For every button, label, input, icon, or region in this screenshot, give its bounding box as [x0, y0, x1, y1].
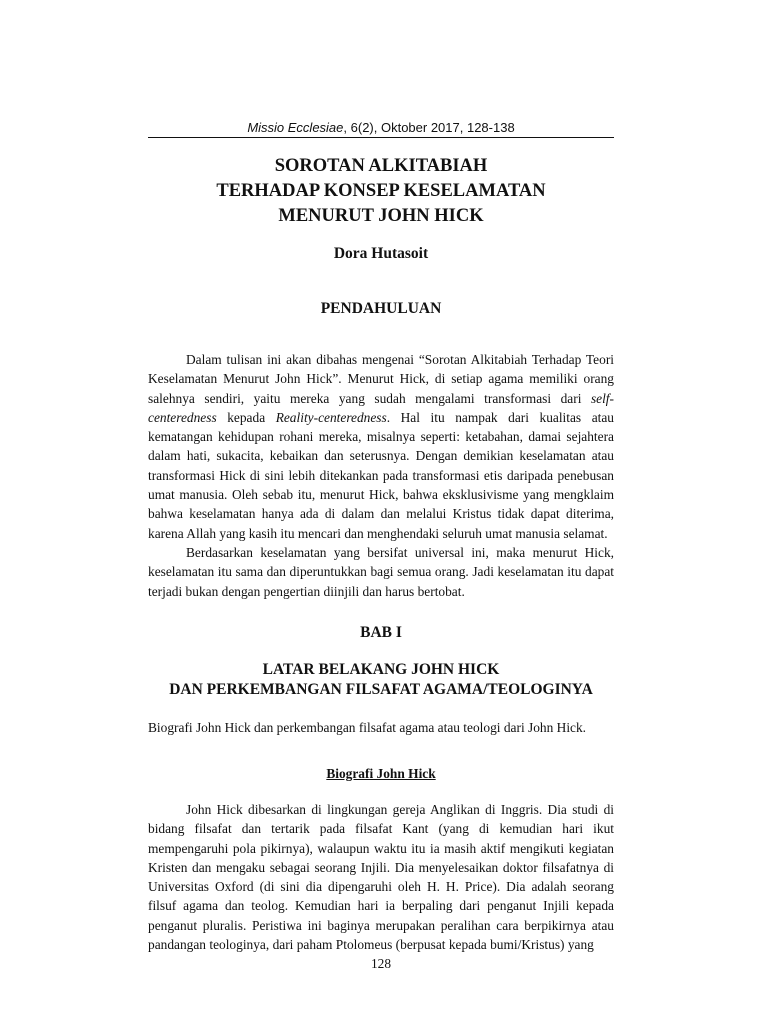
biography-paragraph-1: John Hick dibesarkan di lingkungan gereja Anglikan di Inggris. Dia studi di bidang filsafat dan tertarik pada filsafat Kant (yang di kemudian hari ikut mempengaruhi pola pikirnya), walaupun waktu itu ia masih aktif mengikuti kegiatan Kristen dan mengaku sebagai seorang Injili. Dia menyelesaikan doktor filsafatnya di Universitas Oxford (di sini dia dipengaruhi oleh H. H. Price). Dia adalah seorang filsuf agama dan teolog. Kemudian hari ia berpaling dari penganut Injili kepada penganut pluralis. Peristiwa ini baginya merupakan peralihan cara berpikirnya atau pandangan teologinya, dari paham Ptolomeus (berpusat kepada bumi/Kristus) yang [148, 802, 614, 953]
biography-body [148, 800, 614, 954]
intro-p1-text-b: kepada [216, 409, 276, 425]
title-line-2: TERHADAP KONSEP KESELAMATAN [216, 181, 546, 201]
title-line-3: MENURUT JOHN HICK [278, 206, 484, 226]
title-line-1: SOROTAN ALKITABIAH [274, 156, 488, 176]
intro-heading: PENDAHULUAN [320, 300, 442, 317]
chapter-summary: Biografi John Hick dan perkembangan filsafat agama atau teologi dari John Hick. [148, 720, 587, 735]
journal-header [148, 119, 614, 138]
intro-paragraph-1 [148, 350, 614, 543]
chapter-number: BAB I [360, 624, 402, 641]
biography-heading: Biografi John Hick [326, 766, 436, 781]
chapter-title [148, 660, 614, 700]
intro-p1-text-a: Dalam tulisan ini akan dibahas mengenai “Sorotan Alkitabiah Terhadap Teori Keselamatan Menurut John Hick”. Menurut Hick, di setiap agama memiliki orang salehnya sendiri, yaitu mereka yang sudah mengalami transformasi dari [148, 352, 614, 406]
journal-volume-info: , 6(2), Oktober 2017, 128-138 [343, 120, 515, 135]
intro-p1-text-c: . Hal itu nampak dari kualitas atau kematangan kehidupan rohani mereka, misalnya seperti: ketabahan, damai sejahtera dalam hati, sukacita, kebaikan dan seterusnya. Dengan demikian keselamatan atau transformasi Hick di sini lebih ditekankan pada transformasi etis daripada penebusan umat manusia. Oleh sebab itu, menurut Hick, bahwa eksklusivisme yang mengklaim bahwa keselamatan hanya ada di dalam dan melalui Kristus tidak dapat diterima, karena Allah yang kasih itu mencari dan menghendaki seluruh umat manusia selamat. [148, 409, 614, 541]
chapter-title-line-2: DAN PERKEMBANGAN FILSAFAT AGAMA/TEOLOGINYA [169, 681, 593, 698]
journal-name: Missio Ecclesiae [247, 120, 344, 135]
intro-p1-italic-2: Reality-centeredness [275, 409, 387, 425]
page-number: 128 [370, 956, 392, 971]
article-title [148, 154, 614, 229]
intro-paragraph-2: Berdasarkan keselamatan yang bersifat universal ini, maka menurut Hick, keselamatan itu sama dan diperuntukkan bagi semua orang. Jadi keselamatan itu dapat terjadi bukan dengan pengertian diinjili dan harus bertobat. [148, 544, 614, 599]
chapter-title-line-1: LATAR BELAKANG JOHN HICK [262, 661, 500, 678]
intro-body [148, 350, 614, 601]
intro-p1-italic-1: self-centeredness [148, 390, 614, 425]
author-name: Dora Hutasoit [333, 245, 429, 262]
